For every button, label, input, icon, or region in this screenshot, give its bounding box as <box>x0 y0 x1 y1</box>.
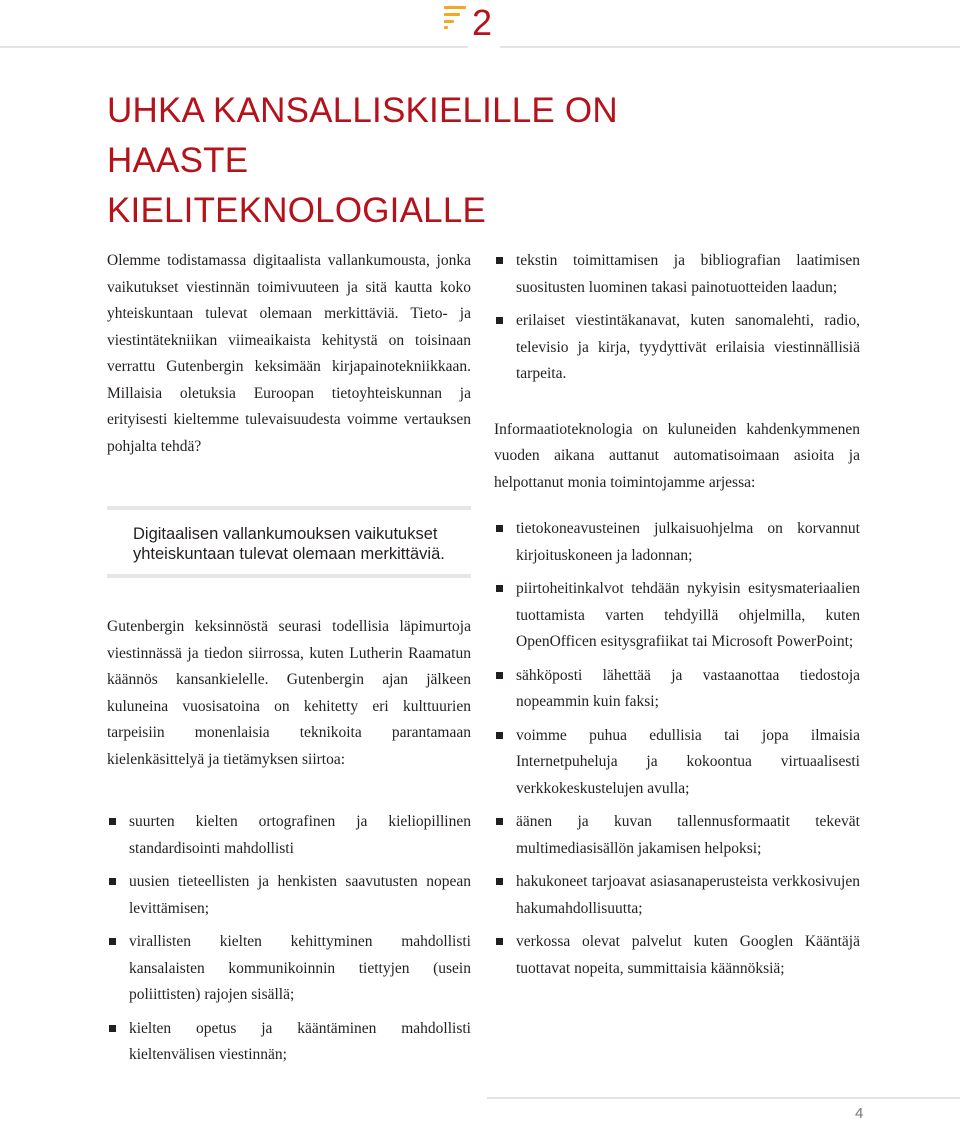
header-rule-right <box>500 46 960 48</box>
chapter-stripes-icon <box>444 4 468 30</box>
right-paragraph: Informaatioteknologia on kuluneiden kahdenkymmenen vuoden aikana auttanut automatisoimaan asioita ja helpottanut monia toimintojamme arjessa: <box>494 420 860 491</box>
list-item: äänen ja kuvan tallennusformaatit tekevät multimediasisällön jakamisen helpoksi; <box>494 809 860 862</box>
pull-quote <box>107 506 471 578</box>
list-item: piirtoheitinkalvot tehdään nykyisin esitysmateriaalien tuottamista varten tehdyillä ohjelmilla, kuten OpenOfficen esitysgrafiikat tai Microsoft PowerPoint; <box>494 576 860 656</box>
page-title <box>107 86 747 236</box>
title-line-2: KIELITEKNOLOGIALLE <box>107 191 487 230</box>
list-item: tekstin toimittamisen ja bibliografian laatimisen suositusten luominen takasi painotuotteiden laadun; <box>494 248 860 301</box>
list-item: verkossa olevat palvelut kuten Googlen Kääntäjä tuottavat nopeita, summittaisia käännöksiä; <box>494 929 860 982</box>
list-item: suurten kielten ortografinen ja kieliopillinen standardisointi mahdollisti <box>107 809 471 862</box>
list-item: virallisten kielten kehittyminen mahdollisti kansalaisten kommunikoinnin tiettyjen (usein poliittisten) rajojen sisällä; <box>107 929 471 1009</box>
list-item: tietokoneavusteinen julkaisuohjelma on korvannut kirjoituskoneen ja ladonnan; <box>494 516 860 569</box>
chapter-number: 2 <box>472 2 493 43</box>
list-item: voimme puhua edullisia tai jopa ilmaisia Internetpuheluja ja kokoontua virtuaalisesti verkkokeskustelujen avulla; <box>494 723 860 803</box>
right-bullet-list-a <box>494 248 860 388</box>
left-bullet-list <box>107 809 471 1069</box>
list-item: sähköposti lähettää ja vastaanottaa tiedostoja nopeammin kuin faksi; <box>494 663 860 716</box>
intro-paragraph: Olemme todistamassa digitaalista vallankumousta, jonka vaikutukset viestinnän toimivuuteen ja sitä kautta koko yhteiskuntaan tulevat olemaan merkittäviä. Tieto- ja viestintätekniikan viimeaikaista kehitystä on toisinaan verrattu Gutenbergin keksimään kirjapainotekniikkaan. Millaisia oletuksia Euroopan tietoyhteiskunnan ja erityisesti kieltemme tulevaisuudesta voimme vertauksen pohjalta tehdä? <box>107 252 471 455</box>
left-column <box>107 248 471 1076</box>
right-column <box>494 248 860 989</box>
header-rule <box>0 46 468 48</box>
list-item: hakukoneet tarjoavat asiasanaperusteista verkkosivujen hakumahdollisuutta; <box>494 869 860 922</box>
list-item: erilaiset viestintäkanavat, kuten sanomalehti, radio, televisio ja kirja, tyydyttivät erilaisia viestinnällisiä tarpeita. <box>494 308 860 388</box>
right-bullet-list-b <box>494 516 860 982</box>
pull-quote-line-2: yhteiskuntaan tulevat olemaan merkittäviä. <box>133 545 445 563</box>
list-item: uusien tieteellisten ja henkisten saavutusten nopean levittämisen; <box>107 869 471 922</box>
body-paragraph: Gutenbergin keksinnöstä seurasi todellisia läpimurtoja viestinnässä ja tiedon siirrossa, kuten Lutherin Raamatun käännös kansankielelle. Gutenbergin ajan jälkeen kuluneina vuosisatoina on kehitetty eri kulttuurien tarpeisiin monenlaisia teknikoita parantamaan kielenkäsittelyä ja tietämyksen siirtoa: <box>107 618 471 768</box>
page-number: 4 <box>855 1105 864 1122</box>
list-item: kielten opetus ja kääntäminen mahdollisti kieltenvälisen viestinnän; <box>107 1016 471 1069</box>
footer-rule <box>487 1097 960 1099</box>
title-line-1: UHKA KANSALLISKIELILLE ON HAASTE <box>107 91 618 180</box>
pull-quote-line-1: Digitaalisen vallankumouksen vaikutukset <box>133 525 438 543</box>
